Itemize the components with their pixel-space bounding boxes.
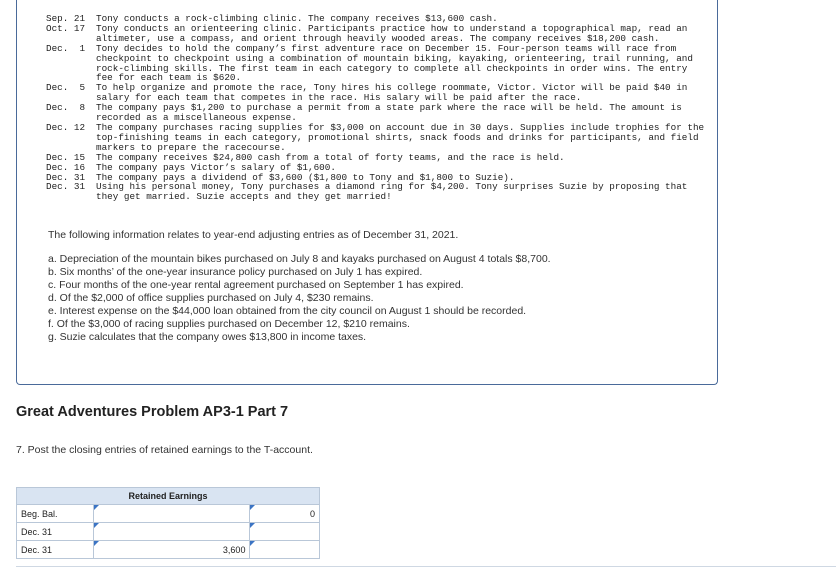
transaction-date: Dec. 31 — [46, 181, 86, 193]
transaction-row — [46, 83, 706, 103]
transaction-text: Tony decides to hold the company’s first adventure race on December 15. Four-person teams will race from checkpoint to checkpoint using a combination of mountain biking, kayaking, orienteering, trail running, and rock-climbing skills. The first team in each category to complete all checkpoints in order wins. The entry fee for each team is $620. — [96, 42, 693, 84]
transaction-text: The company pays $1,200 to purchase a permit from a state park where the race will be held. The amount is recorded as a miscellaneous expense. — [96, 102, 682, 124]
adjusting-item: f. Of the $3,000 of racing supplies purchased on December 12, $210 remains. — [48, 318, 410, 330]
debit-input[interactable]: 3,600 — [94, 541, 250, 559]
transaction-row — [46, 123, 706, 153]
t-account-row — [17, 523, 320, 541]
adjusting-item: e. Interest expense on the $44,000 loan obtained from the city council on August 1 should be recorded. — [48, 305, 527, 317]
retained-earnings-t-account — [16, 487, 320, 559]
transaction-date: Dec. 8 — [46, 102, 86, 114]
transaction-list — [46, 14, 706, 202]
dropdown-marker-icon — [250, 523, 255, 528]
adjusting-item: a. Depreciation of the mountain bikes purchased on July 8 and kayaks purchased on August 4 totals $8,700. — [48, 253, 551, 265]
dropdown-marker-icon — [94, 523, 99, 528]
debit-input[interactable] — [94, 505, 250, 523]
transaction-date: Dec. 15 — [46, 151, 86, 163]
transaction-text: The company purchases racing supplies for $3,000 on account due in 30 days. Supplies include trophies for the top-finishing teams in each category, promotional shirts, snack foods and drinks for participants, and field markers to prepare the racecourse. — [96, 121, 705, 153]
debit-input[interactable] — [94, 523, 250, 541]
dropdown-marker-icon — [250, 541, 255, 546]
transaction-row — [46, 24, 706, 44]
credit-input[interactable]: 0 — [250, 505, 320, 523]
adjusting-item: c. Four months of the one-year rental agreement purchased on September 1 has expired. — [48, 279, 464, 291]
adjusting-item: d. Of the $2,000 of office supplies purchased on July 4, $230 remains. — [48, 292, 374, 304]
transaction-date: Dec. 16 — [46, 161, 86, 173]
transaction-row — [46, 103, 706, 123]
t-account-row — [17, 541, 320, 559]
section-title: Great Adventures Problem AP3-1 Part 7 — [16, 404, 289, 420]
transaction-date: Dec. 5 — [46, 82, 86, 94]
adjusting-list — [48, 253, 551, 344]
dropdown-marker-icon — [94, 505, 99, 510]
row-label-select[interactable]: Dec. 31 — [17, 541, 94, 559]
transaction-text: Tony conducts an orienteering clinic. Participants practice how to understand a topographical map, read an altimeter, use a compass, and orient through heavily wooded areas. The company receives $18,200 cash. — [96, 22, 688, 44]
transaction-text: Tony conducts a rock-climbing clinic. The company receives $13,600 cash. — [96, 13, 498, 24]
transaction-row — [46, 44, 706, 84]
transaction-row — [46, 163, 706, 173]
transaction-date: Oct. 17 — [46, 22, 86, 34]
transaction-date: Dec. 1 — [46, 42, 86, 54]
transaction-text: The company pays Victor’s salary of $1,600. — [96, 161, 336, 173]
transaction-text: Using his personal money, Tony purchases a diamond ring for $4,200. Tony surprises Suzie by proposing that they get married. Suzie accepts and they get married! — [96, 181, 688, 203]
transaction-date: Sep. 21 — [46, 13, 86, 24]
credit-input[interactable] — [250, 523, 320, 541]
transaction-date: Dec. 12 — [46, 121, 86, 133]
t-account-title: Retained Earnings — [17, 488, 320, 505]
dropdown-marker-icon — [94, 541, 99, 546]
instruction-text: 7. Post the closing entries of retained earnings to the T-account. — [16, 444, 313, 456]
t-account-row — [17, 505, 320, 523]
transaction-row — [46, 182, 706, 202]
transaction-text: To help organize and promote the race, Tony hires his college roommate, Victor. Victor will be paid $40 in salary for each team that competes in the race. His salary will be paid after the race. — [96, 82, 688, 104]
adjusting-item: b. Six months’ of the one-year insurance policy purchased on July 1 has expired. — [48, 266, 423, 278]
credit-input[interactable] — [250, 541, 320, 559]
adjusting-item: g. Suzie calculates that the company owes $13,800 in income taxes. — [48, 331, 367, 343]
transaction-text: The company receives $24,800 cash from a total of forty teams, and the race is held. — [96, 151, 565, 163]
dropdown-marker-icon — [250, 505, 255, 510]
adjusting-intro: The following information relates to year-end adjusting entries as of December 31, 2021. — [48, 229, 459, 241]
transaction-date: Dec. 31 — [46, 171, 86, 183]
divider — [16, 566, 836, 567]
row-label-select[interactable]: Dec. 31 — [17, 523, 94, 541]
row-label: Beg. Bal. — [17, 505, 94, 523]
transaction-text: The company pays a dividend of $3,600 ($1,800 to Tony and $1,800 to Suzie). — [96, 171, 515, 183]
